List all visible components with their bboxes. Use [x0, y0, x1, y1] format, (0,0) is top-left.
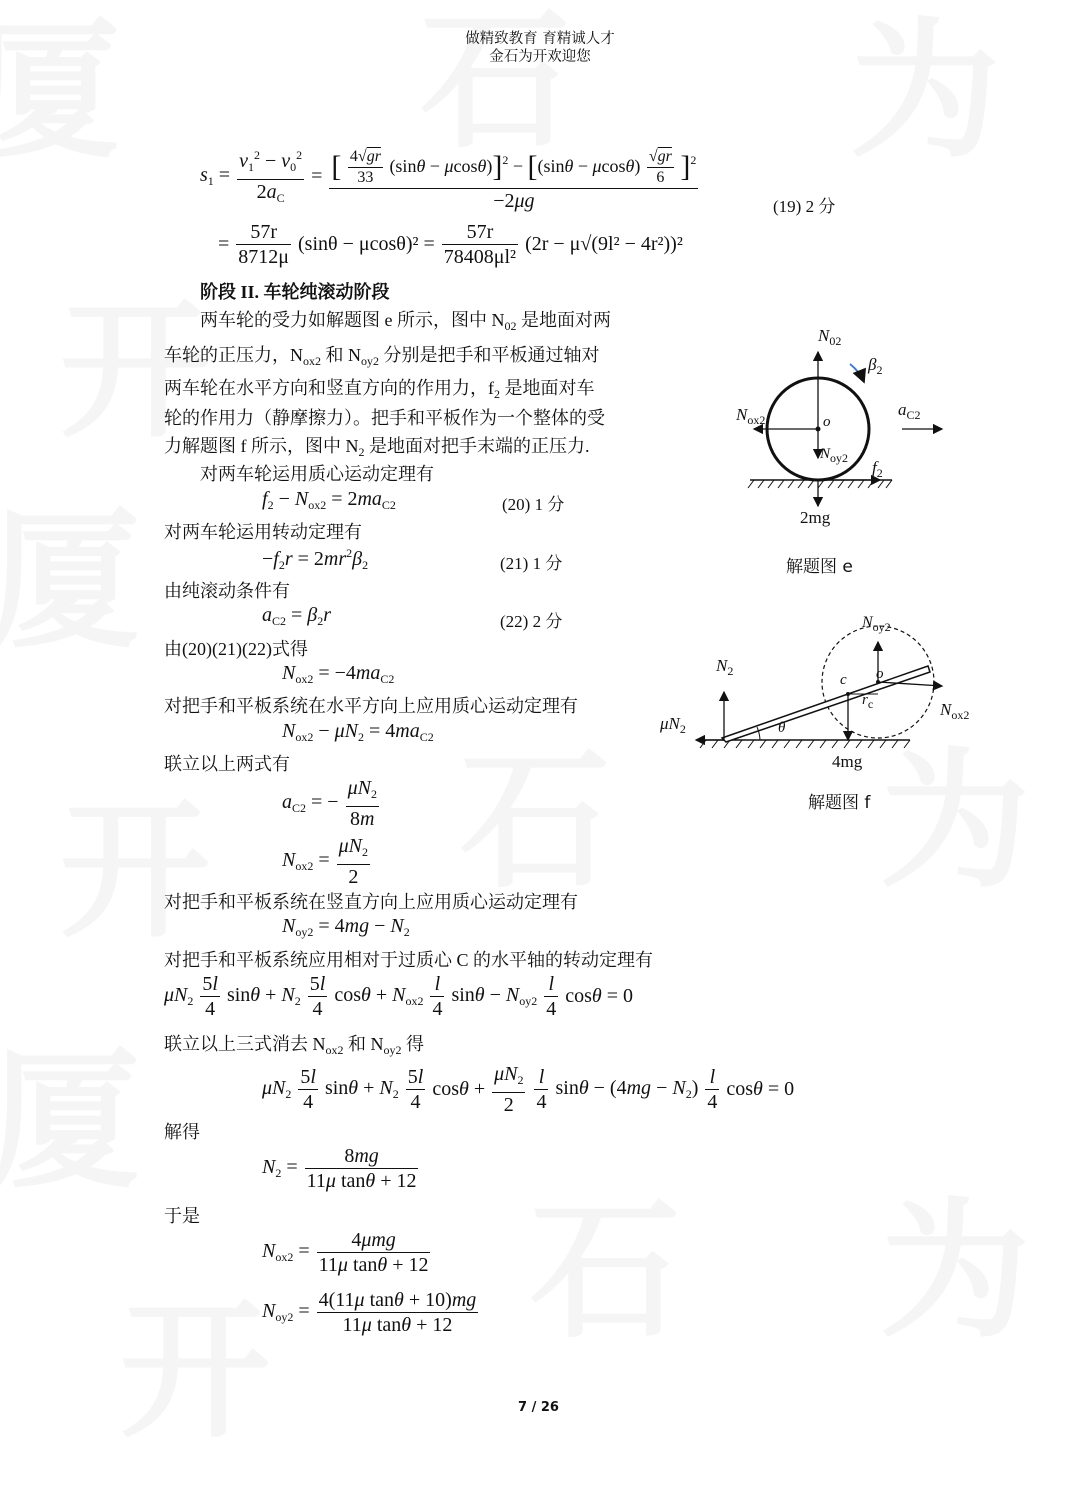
fig-e-label-nox: $N_{ox2}$: [736, 405, 766, 427]
equation-noy2-final: $N_{oy2}$ = $\frac{\text{4(11μ tanθ + 10)mg}}{\text{11μ tanθ + 12}}$: [262, 1289, 477, 1336]
text-line: 对两车轮运用质心运动定理有: [200, 464, 434, 484]
equation-19-line-2: = $\frac{57r}{8712\mu}$ (sinθ − μcosθ)² = $\frac{57r}{\text{78408μl²}}$ (2r − μ√(9l² − 4r²))²: [218, 221, 683, 268]
fig-f-label-theta: θ: [778, 720, 786, 736]
page-header: [340, 30, 740, 66]
fig-f-label-nox: $N_{ox2}$: [940, 700, 970, 722]
equation-nox2-b: $N_{ox2}$ = $\frac{\mu N_2}{2}$: [282, 835, 369, 888]
fig-f-label-o: o: [876, 666, 884, 682]
fig-e-label-beta: $\beta_2$: [868, 355, 883, 377]
equation-ac2: $a_{C2}$ = − $\frac{\mu N_2}{8m}$: [282, 777, 377, 830]
watermark: [460, 700, 610, 916]
fig-f-label-rc: $r_c$: [862, 692, 874, 711]
figure-f-diagram: [660, 610, 960, 770]
text-line: 由(20)(21)(22)式得: [164, 639, 308, 659]
fig-e-label-f2: $f_2$: [872, 458, 883, 480]
equation-19: $s_1$ = $\frac{v_1^2 - v_0^2}{2a_C}$ = [ $\frac{4√gr}{33}$ (sinθ − μcosθ)]$^2$ − [(sinθ − μcosθ) $\frac{√gr}{6}$ ]$^2$ −2μg: [200, 140, 700, 213]
text-line: 由纯滚动条件有: [164, 581, 290, 601]
watermark: [0, 460, 140, 676]
equation-20: $f_2 - N_{ox2} = 2ma_{C2}$: [262, 488, 396, 512]
text-line: 解得: [164, 1122, 200, 1142]
paragraph-line: 两车轮在水平方向和竖直方向的作用力，$f_2$ 是地面对车: [164, 378, 595, 401]
fraction: [ $\frac{4√gr}{33}$ (sinθ − μcosθ)]$^2$ − [(sinθ − μcosθ) $\frac{√gr}{6}$ ]$^2$ −2μg: [329, 140, 698, 213]
fig-e-label-noy: $N_{oy2}$: [820, 446, 849, 465]
equation-horizontal: $N_{ox2} - \mu N_2 = 4ma_{C2}$: [282, 720, 434, 744]
text-line: 于是: [164, 1206, 200, 1226]
text-line: 联立以上三式消去 $N_{ox2}$ 和 $N_{oy2}$ 得: [164, 1034, 424, 1057]
watermark: [530, 1150, 680, 1366]
fig-f-label-mun2: $\mu N_2$: [660, 714, 686, 736]
fig-f-label-mg: 4mg: [832, 752, 863, 771]
equation-n2: $N_2$ = $\frac{8mg}{\text{11μ tanθ + 12}}$: [262, 1145, 417, 1192]
header-line-1: 做精致教育 育精诚人才: [465, 31, 615, 47]
text-line: 对把手和平板系统应用相对于过质心 C 的水平轴的转动定理有: [164, 950, 654, 970]
equation-torque: $\mu N_2$ $\frac{5l}{4}$ $\sin\theta + N_2$ $\frac{5l}{4}$ $\cos\theta + N_{ox2}$ $\frac{l}{4}$ $\sin\theta - N_{oy2}$ $\frac{l}{4}$ cosθ = 0: [164, 973, 634, 1020]
text-line: 对两车轮运用转动定理有: [164, 522, 362, 542]
equation-nox2-final: $N_{ox2}$ = $\frac{\text{4μmg}}{\text{11μ tanθ + 12}}$: [262, 1229, 429, 1276]
text-line: 联立以上两式有: [164, 754, 290, 774]
text-line: 对把手和平板系统在竖直方向上应用质心运动定理有: [164, 892, 578, 912]
equation-torque-substituted: $\mu N_2$ $\frac{5l}{4}$ $\sin\theta + N_2$ $\frac{5l}{4}$ cosθ + $\frac{\mu N_2}{2}$ $\frac{l}{4}$ $\sin\theta - (4mg - N_2)$ $\frac{l}{4}$ cosθ = 0: [262, 1063, 795, 1116]
page-number: 7 / 26: [518, 1400, 559, 1415]
equation-noy2: $N_{oy2} = 4mg - N_2$: [282, 915, 410, 939]
watermark: [120, 1250, 270, 1466]
equation-22: $a_{C2} = \beta_2r$: [262, 604, 332, 628]
fig-e-label-o: o: [823, 414, 831, 430]
text-line: 对把手和平板系统在水平方向上应用质心运动定理有: [164, 696, 578, 716]
header-line-2: 金石为开欢迎您: [489, 49, 591, 65]
score-22: (22) 2 分: [500, 612, 563, 631]
fig-e-label-mg: 2mg: [800, 508, 831, 527]
fig-f-label-noy: $N_{oy2}$: [862, 614, 891, 634]
watermark: [880, 1150, 1030, 1366]
watermark: [0, 0, 120, 186]
watermark: [60, 750, 210, 966]
score-20: (20) 1 分: [502, 495, 565, 514]
paragraph-line: 两车轮的受力如解题图 e 所示，图中 $N_{02}$ 是地面对两: [200, 310, 611, 333]
paragraph-line: 车轮的正压力，$N_{ox2}$ 和 $N_{oy2}$ 分别是把手和平板通过轴对: [164, 345, 600, 368]
fig-f-label-n2: $N_2$: [716, 656, 734, 678]
figure-e-caption: 解题图 e: [786, 557, 853, 577]
fraction: $\frac{v_1^2 - v_0^2}{2a_C}$: [237, 143, 304, 210]
score-21: (21) 1 分: [500, 554, 563, 573]
equation-21: $-f_2r = 2mr^2\beta_2$: [262, 546, 369, 572]
figure-e-diagram: [720, 320, 960, 540]
paragraph-line: 力解题图 f 所示，图中 $N_2$ 是地面对把手末端的正压力.: [164, 436, 590, 459]
watermark: [0, 1000, 140, 1216]
section-heading: 阶段 II. 车轮纯滚动阶段: [200, 282, 390, 302]
figure-f-caption: 解题图 f: [808, 793, 871, 813]
watermark: [850, 0, 1000, 186]
equation-nox2: $N_{ox2} = -4ma_{C2}$: [282, 662, 395, 686]
score-19: (19) 2 分: [773, 197, 836, 216]
paragraph-line: 轮的作用力（静摩擦力）。把手和平板作为一个整体的受: [164, 408, 605, 428]
fig-e-label-n02: $N_{02}$: [818, 326, 842, 348]
fig-e-label-ac: $a_{C2}$: [898, 400, 921, 422]
fig-f-label-c: c: [840, 672, 847, 688]
